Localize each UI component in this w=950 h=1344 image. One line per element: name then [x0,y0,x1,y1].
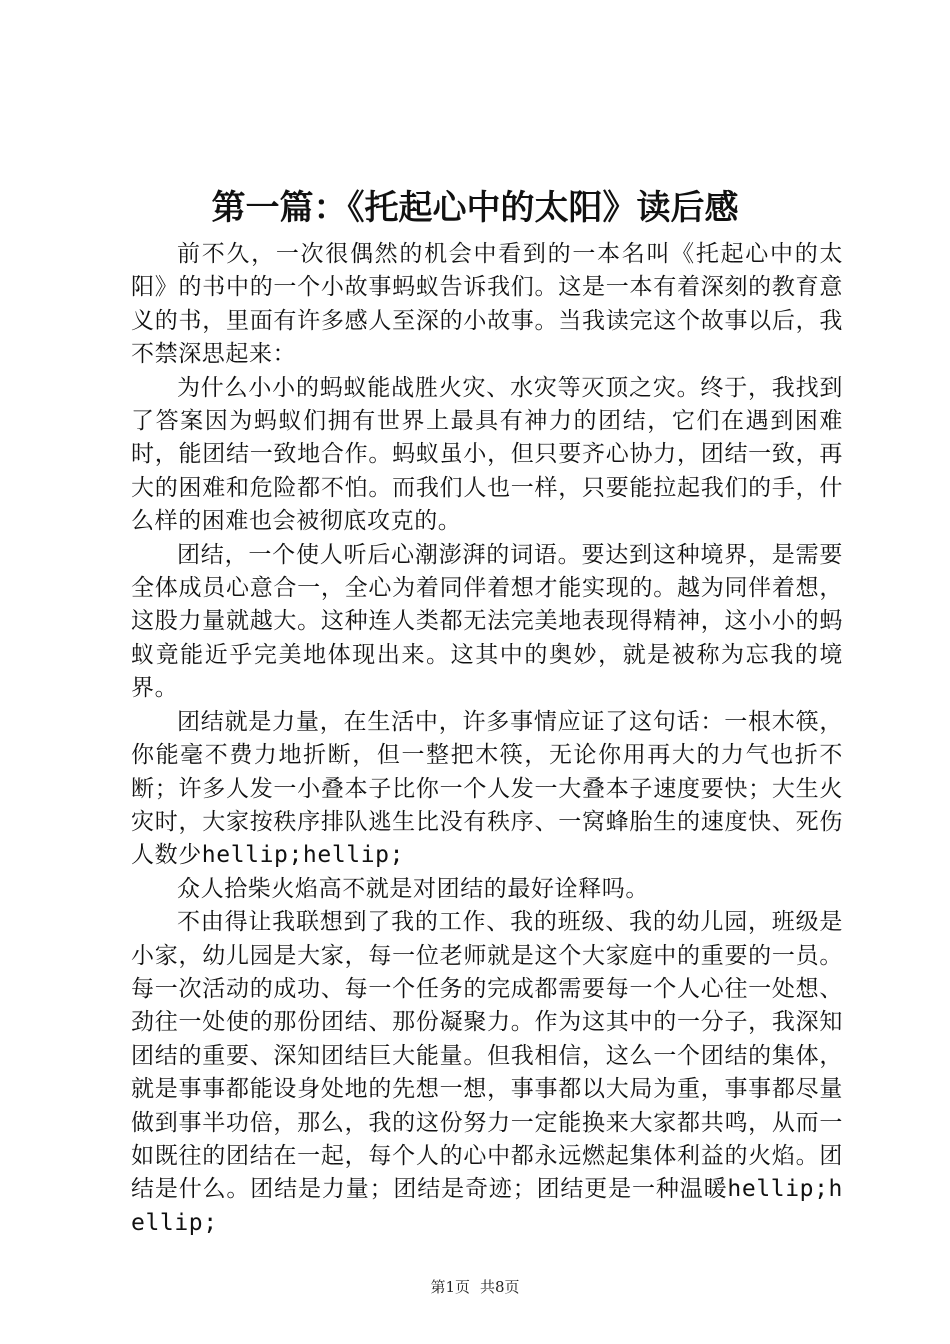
paragraph: 为什么小小的蚂蚁能战胜火灾、水灾等灭顶之灾。终于，我找到了答案因为蚂蚁们拥有世界上最具有神力的团结，它们在遇到困难时，能团结一致地合作。蚂蚁虽小，但只要齐心协力，团结一致，再大的困难和危险都不怕。而我们人也一样，只要能拉起我们的手，什么样的困难也会被彻底攻克的。 [131,374,843,535]
document-title: 第一篇：《托起心中的太阳》读后感 [211,188,739,228]
paragraph: 不由得让我联想到了我的工作、我的班级、我的幼儿园，班级是小家，幼儿园是大家，每一位老师就是这个大家庭中的重要的一员。每一次活动的成功、每一个任务的完成都需要每一个人心往一处想、劲往一处使的那份团结、那份凝聚力。作为这其中的一分子，我深知团结的重要、深知团结巨大能量。但我相信，这么一个团结的集体，就是事事都能设身处地的先想一想，事事都以大局为重，事事都尽量做到事半功倍，那么，我的这份努力一定能换来大家都共鸣，从而一如既往的团结在一起，每个人的心中都永远燃起集体利益的火焰。团结是什么。团结是力量；团结是奇迹；团结更是一种温暖hellip;hellip; [131,909,843,1236]
document-body [131,238,843,1240]
page-total: 共8页 [480,1278,520,1296]
paragraph: 众人拾柴火焰高不就是对团结的最好诠释吗。 [177,875,649,902]
page-number: 第1页 [430,1278,470,1296]
page-footer [0,1277,950,1297]
paragraph: 前不久，一次很偶然的机会中看到的一本名叫《托起心中的太阳》的书中的一个小故事蚂蚁告诉我们。这是一本有着深刻的教育意义的书，里面有许多感人至深的小故事。当我读完这个故事以后，我不禁深思起来： [131,241,843,368]
paragraph: 团结就是力量，在生活中，许多事情应证了这句话：一根木筷，你能毫不费力地折断，但一整把木筷，无论你用再大的力气也折不断；许多人发一小叠本子比你一个人发一大叠本子速度要快；大生火灾时，大家按秩序排队逃生比没有秩序、一窝蜂胎生的速度快、死伤人数少hellip;hellip; [131,708,843,869]
paragraph: 团结，一个使人听后心潮澎湃的词语。要达到这种境界，是需要全体成员心意合一，全心为着同伴着想才能实现的。越为同伴着想，这股力量就越大。这种连人类都无法完美地表现得精神，这小小的蚂蚁竟能近乎完美地体现出来。这其中的奥妙，就是被称为忘我的境界。 [131,541,843,702]
